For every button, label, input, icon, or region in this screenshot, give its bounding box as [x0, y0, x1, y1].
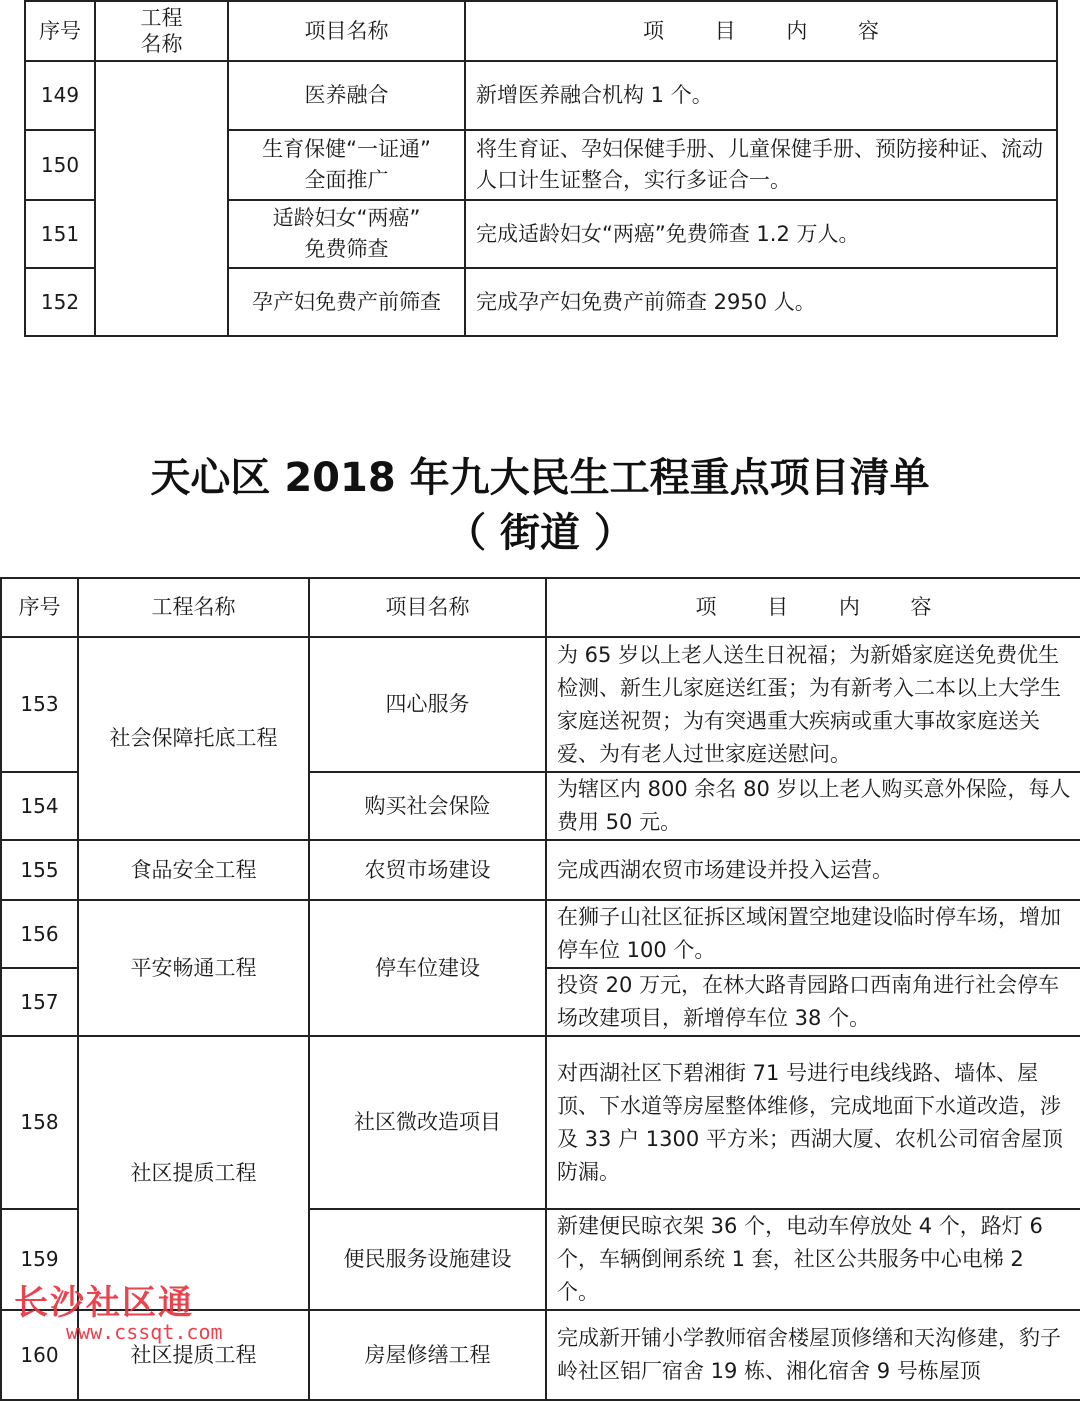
row-item-name: 生育保健“一证通” 全面推广	[228, 130, 465, 200]
project-group-cell: 平安畅通工程	[78, 900, 309, 1036]
project-group-cell: 社区提质工程	[78, 1310, 309, 1400]
row-content: 新建便民晾衣架 36 个，电动车停放处 4 个，路灯 6 个，车辆倒闸系统 1 套，社区公共服务中心电梯 2 个。	[546, 1209, 1080, 1310]
header-item-name: 项目名称	[228, 1, 465, 61]
table-row	[25, 61, 1057, 130]
row-item-name: 四心服务	[309, 637, 546, 772]
row-seq: 160	[1, 1310, 78, 1400]
row-seq: 153	[1, 637, 78, 772]
header-project-group: 工程 名称	[95, 1, 228, 61]
row-item-name: 购买社会保险	[309, 772, 546, 840]
row-seq: 159	[1, 1209, 78, 1310]
row-item-name: 农贸市场建设	[309, 840, 546, 900]
row-seq: 150	[25, 130, 95, 200]
document-title: 天心区 2018 年九大民生工程重点项目清单	[150, 455, 930, 501]
table-row	[1, 637, 1080, 772]
row-seq: 154	[1, 772, 78, 840]
project-group-cell: 社会保障托底工程	[78, 637, 309, 840]
street-projects-table	[0, 577, 1080, 1401]
health-projects-table	[24, 0, 1058, 337]
header-seq: 序号	[1, 578, 78, 637]
table-header-row	[25, 1, 1057, 61]
row-content: 完成新开铺小学教师宿舍楼屋顶修缮和天沟修建，豹子岭社区铝厂宿舍 19 栋、湘化宿舍 9 号栋屋顶	[546, 1310, 1080, 1400]
document-subtitle: （ 街道 ）	[446, 510, 634, 556]
header-item-name: 项目名称	[309, 578, 546, 637]
row-item-name: 停车位建设	[309, 900, 546, 1036]
watermark-logo-text: 长沙社区通	[14, 1283, 194, 1323]
row-content: 对西湖社区下碧湘街 71 号进行电线线路、墙体、屋顶、下水道等房屋整体维修，完成地面下水道改造，涉及 33 户 1300 平方米；西湖大厦、农机公司宿舍屋顶防漏。	[546, 1036, 1080, 1209]
watermark-url: www.cssqt.com	[66, 1320, 223, 1344]
table-row	[1, 900, 1080, 968]
row-content: 新增医养融合机构 1 个。	[465, 61, 1057, 130]
row-item-name: 孕产妇免费产前筛查	[228, 268, 465, 336]
row-content: 将生育证、孕妇保健手册、儿童保健手册、预防接种证、流动人口计生证整合，实行多证合一。	[465, 130, 1057, 200]
row-seq: 155	[1, 840, 78, 900]
header-project-group: 工程名称	[78, 578, 309, 637]
row-seq: 151	[25, 200, 95, 268]
row-content: 为 65 岁以上老人送生日祝福；为新婚家庭送免费优生检测、新生儿家庭送红蛋；为有新考入二本以上大学生家庭送祝贺；为有突遇重大疾病或重大事故家庭送关爱、为有老人过世家庭送慰问。	[546, 637, 1080, 772]
row-content: 完成孕产妇免费产前筛查 2950 人。	[465, 268, 1057, 336]
row-content: 完成适龄妇女“两癌”免费筛查 1.2 万人。	[465, 200, 1057, 268]
project-group-cell	[95, 61, 228, 336]
row-content: 在狮子山社区征拆区域闲置空地建设临时停车场，增加停车位 100 个。	[546, 900, 1080, 968]
project-group-cell: 食品安全工程	[78, 840, 309, 900]
row-content: 投资 20 万元，在林大路青园路口西南角进行社会停车场改建项目，新增停车位 38 个。	[546, 968, 1080, 1036]
row-item-name: 医养融合	[228, 61, 465, 130]
row-item-name: 便民服务设施建设	[309, 1209, 546, 1310]
project-group-cell: 社区提质工程	[78, 1036, 309, 1310]
row-content: 为辖区内 800 余名 80 岁以上老人购买意外保险，每人费用 50 元。	[546, 772, 1080, 840]
row-item-name: 房屋修缮工程	[309, 1310, 546, 1400]
row-content: 完成西湖农贸市场建设并投入运营。	[546, 840, 1080, 900]
header-content: 项 目 内 容	[465, 1, 1057, 61]
row-seq: 157	[1, 968, 78, 1036]
row-item-name: 社区微改造项目	[309, 1036, 546, 1209]
header-content: 项 目 内 容	[546, 578, 1080, 637]
table-row	[1, 840, 1080, 900]
row-seq: 149	[25, 61, 95, 130]
row-seq: 156	[1, 900, 78, 968]
row-seq: 158	[1, 1036, 78, 1209]
row-seq: 152	[25, 268, 95, 336]
table-header-row	[1, 578, 1080, 637]
header-seq: 序号	[25, 1, 95, 61]
row-item-name: 适龄妇女“两癌” 免费筛查	[228, 200, 465, 268]
table-row	[1, 1036, 1080, 1209]
